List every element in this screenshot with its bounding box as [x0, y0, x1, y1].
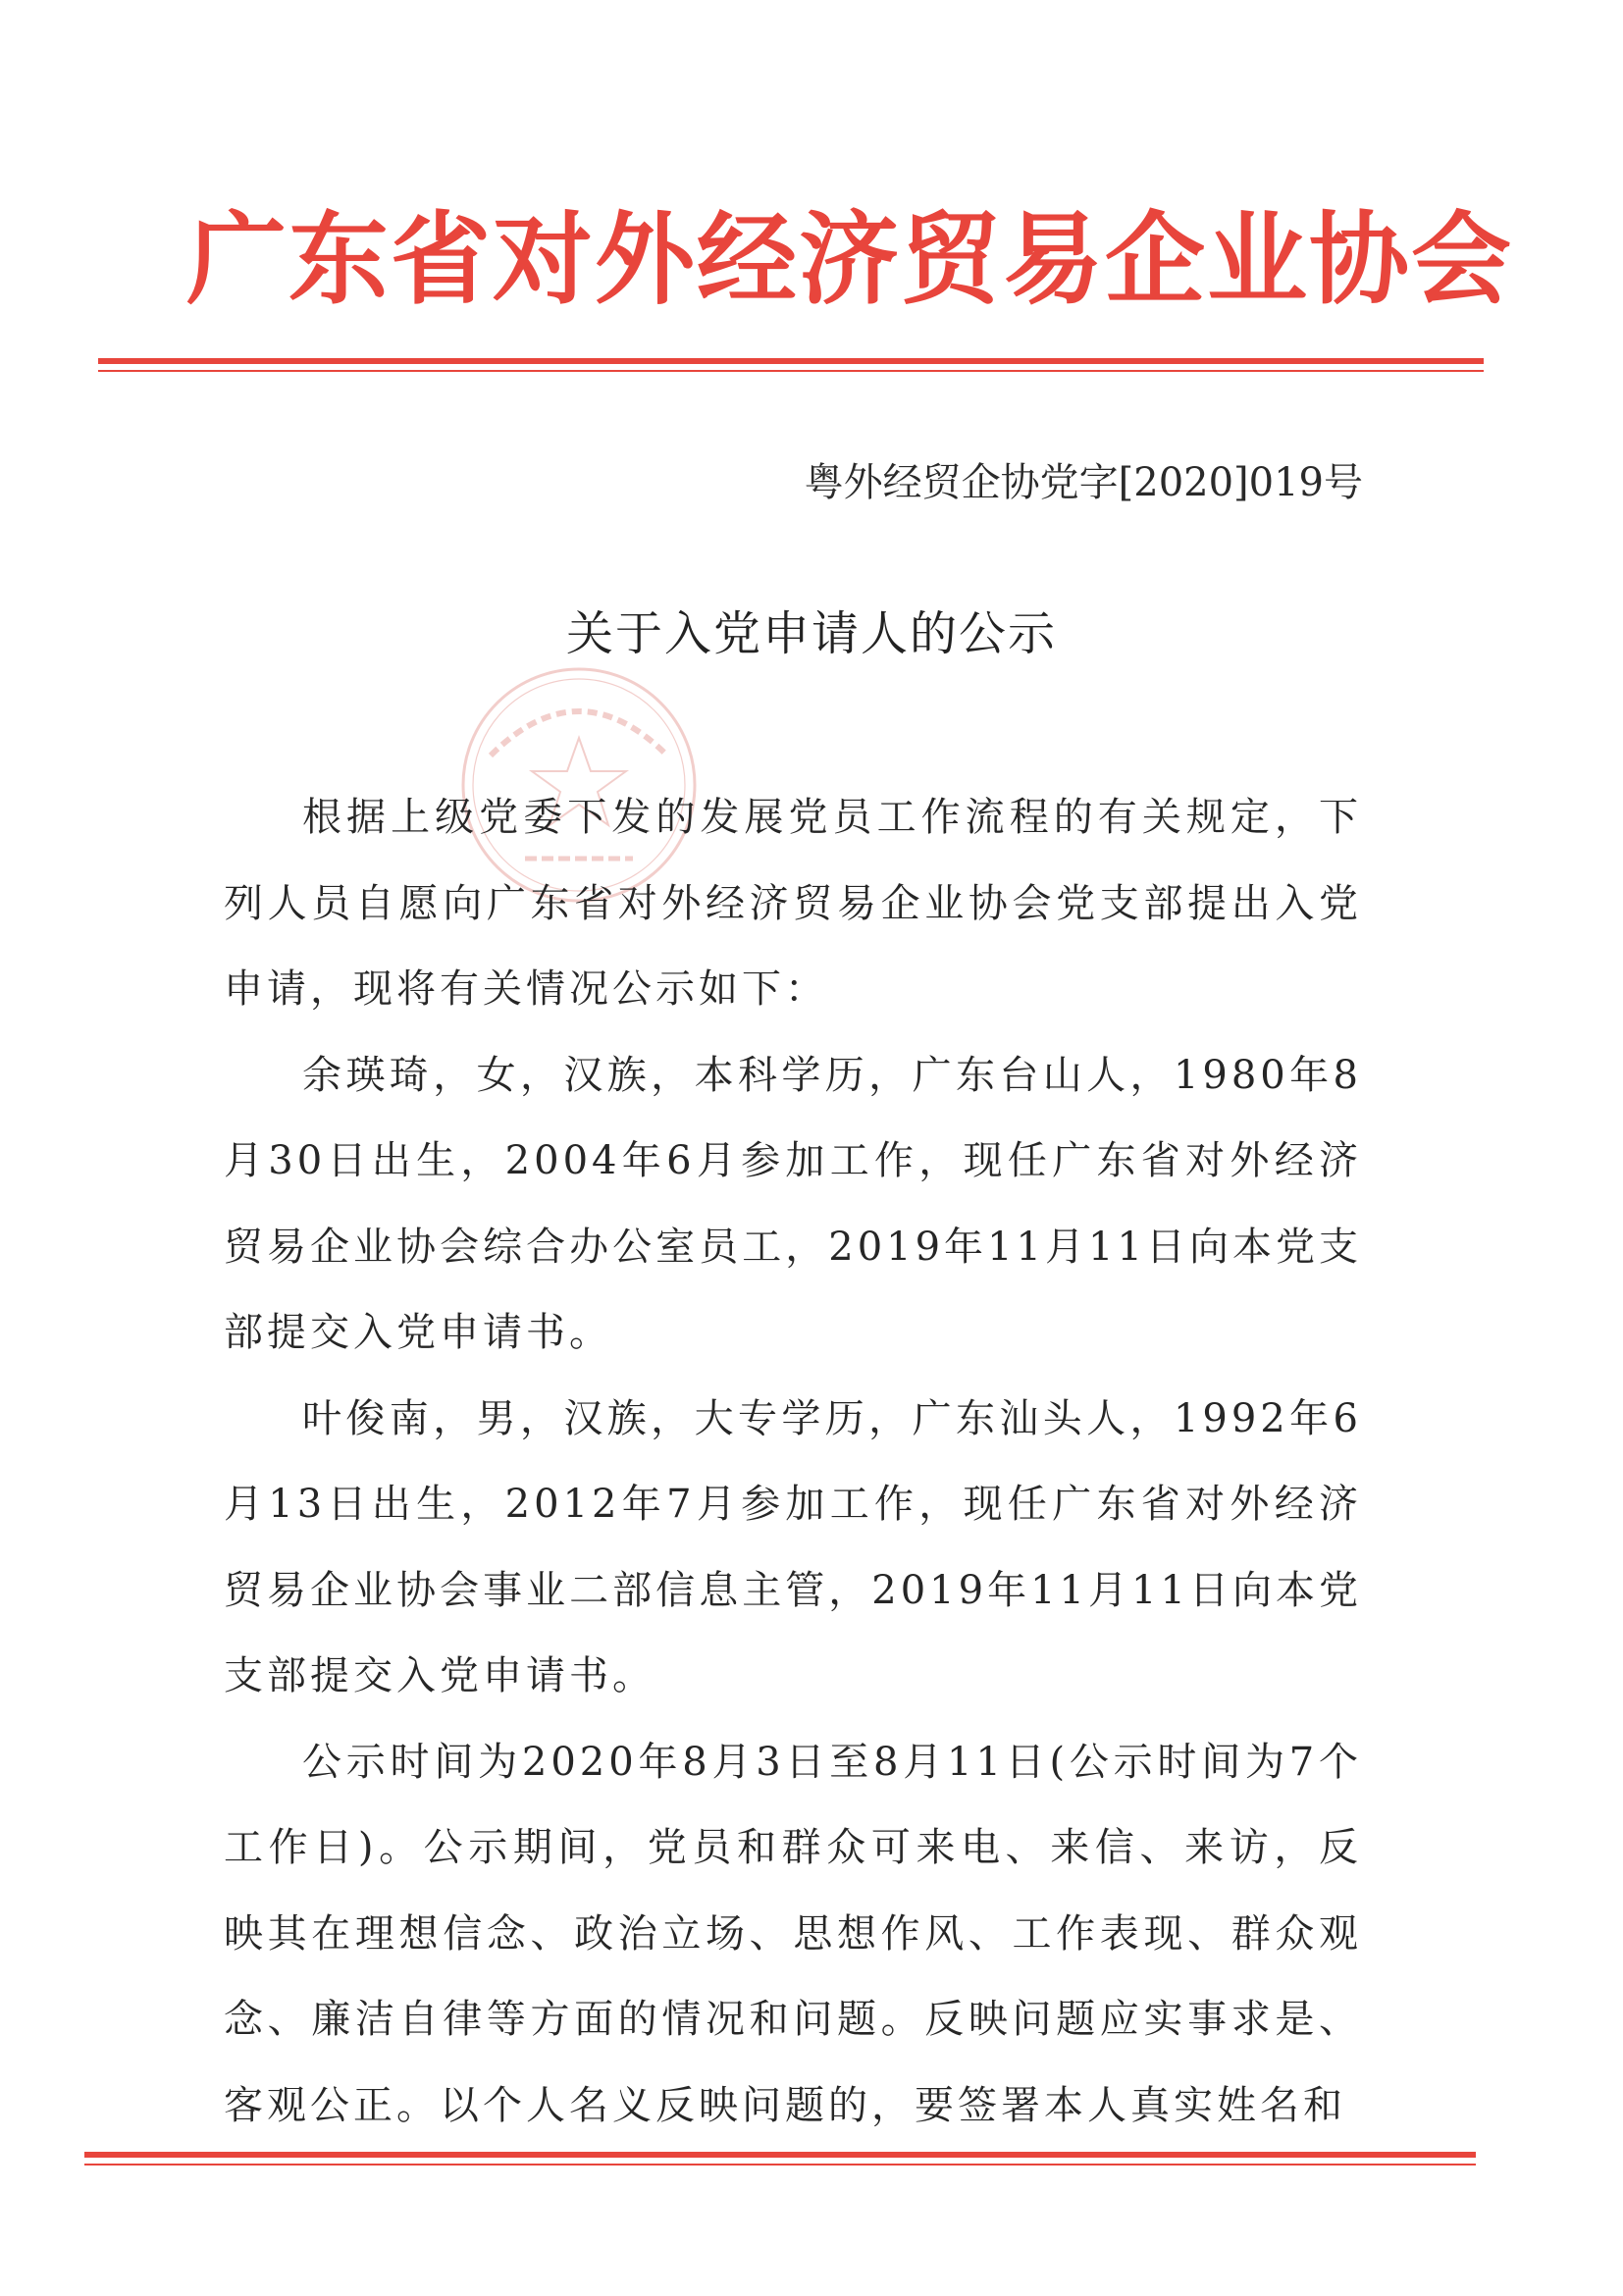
document-number: 粤外经贸企协党字[2020]019号: [804, 460, 1363, 505]
document-body: [224, 775, 1362, 2149]
document-title: 关于入党申请人的公示: [565, 606, 1057, 661]
footer-divider-thick: [84, 2152, 1476, 2158]
body-paragraph-applicant-2: 叶俊南，男，汉族，大专学历，广东汕头人，1992年6月13日出生，2012年7月参加工作，现任广东省对外经济贸易企业协会事业二部信息主管，2019年11月11日向本党支部提交入党申请书。: [224, 1395, 1362, 1698]
footer-divider-thin: [84, 2164, 1476, 2166]
letterhead-divider-thin: [98, 370, 1484, 372]
letterhead-divider-thick: [98, 358, 1484, 364]
body-paragraph-notice-period: 公示时间为2020年8月3日至8月11日(公示时间为7个工作日)。公示期间，党员和群众可来电、来信、来访，反映其在理想信念、政治立场、思想作风、工作表现、群众观念、廉洁自律等方面的情况和问题。反映问题应实事求是、客观公正。以个人名义反映问题的，要签署本人真实姓名和: [224, 1739, 1362, 2128]
body-paragraph-intro: 根据上级党委下发的发展党员工作流程的有关规定，下列人员自愿向广东省对外经济贸易企业协会党支部提出入党申请，现将有关情况公示如下：: [224, 795, 1362, 1012]
body-paragraph-applicant-1: 余瑛琦，女，汉族，本科学历，广东台山人，1980年8月30日出生，2004年6月参加工作，现任广东省对外经济贸易企业协会综合办公室员工，2019年11月11日向本党支部提交入党申请书。: [224, 1052, 1362, 1355]
letterhead-org-name: 广东省对外经济贸易企业协会: [186, 201, 1513, 319]
